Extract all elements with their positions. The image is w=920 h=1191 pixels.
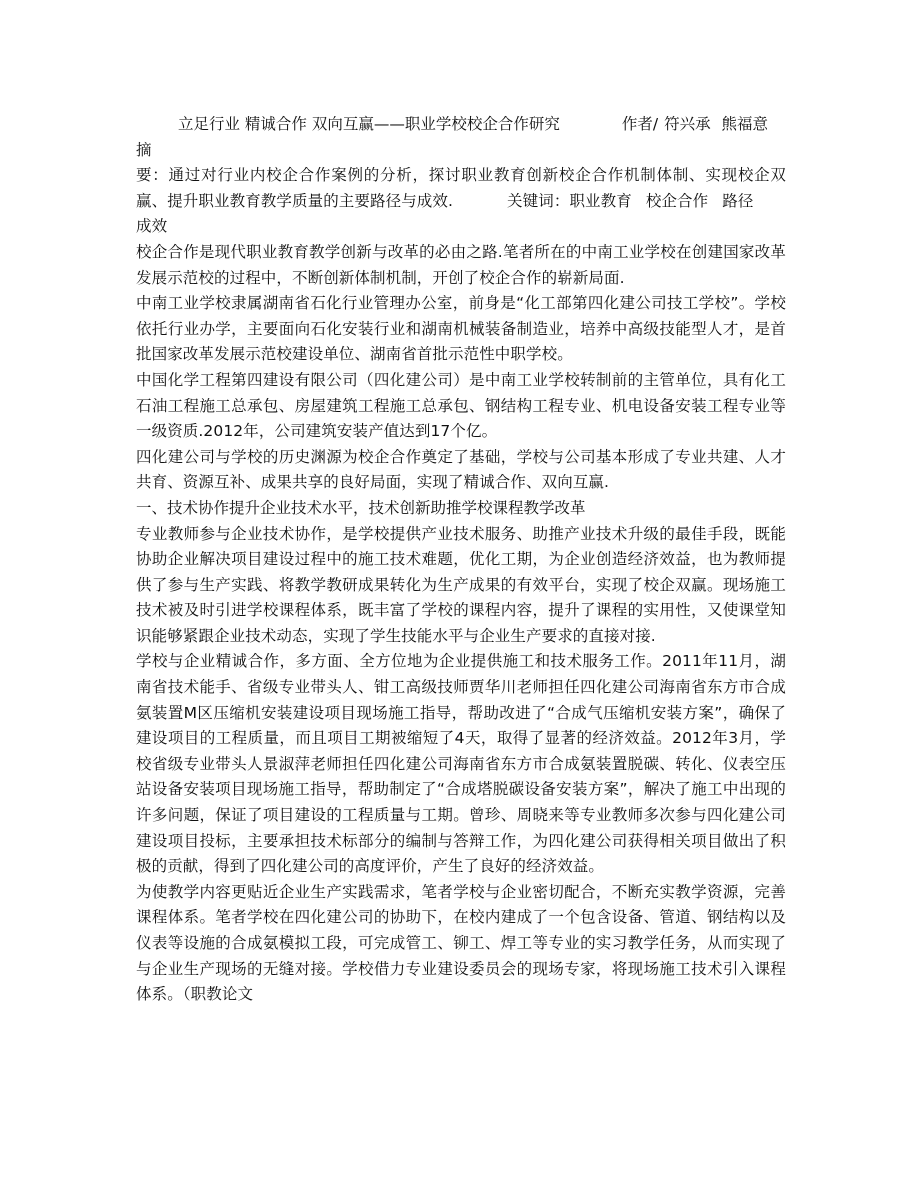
keyword: 成效 (136, 217, 168, 236)
body-paragraph: 校企合作是现代职业教育教学创新与改革的必由之路.笔者所在的中南工业学校在创建国家改革发展示范校的过程中，不断创新体制机制，开创了校企合作的崭新局面. (136, 242, 786, 287)
author-names: 符兴承 熊福意 (664, 115, 769, 133)
section-heading: 一、技术协作提升企业技术水平，技术创新助推学校课程教学改革 (136, 498, 586, 517)
keyword: 路径 (722, 191, 754, 210)
article-title: 立足行业 精诚合作 双向互赢——职业学校校企合作研究 (178, 115, 560, 133)
body-paragraph: 专业教师参与企业技术协作，是学校提供产业技术服务、助推产业技术升级的最佳手段，既能协助企业解决项目建设过程中的施工技术难题，优化工期，为企业创造经济效益，也为教师提供了参与生产实践、将教学教研成果转化为生产成果的有效平台，实现了校企双赢。现场施工技术被及时引进学校课程体系，既丰富了学校的课程内容，提升了课程的实用性，又使课堂知识能够紧跟企业技术动态，实现了学生技能水平与企业生产要求的直接对接. (136, 524, 786, 645)
body-paragraph: 为使教学内容更贴近企业生产实践需求，笔者学校与企业密切配合，不断充实教学资源，完善课程体系。笔者学校在四化建公司的协助下，在校内建成了一个包含设备、管道、钢结构以及仪表等设施的合成氨模拟工段，可完成管工、铆工、焊工等专业的实习教学任务，从而实现了与企业生产现场的无缝对接。学校借力专业建设委员会的现场专家，将现场施工技术引入课程体系。（职教论文 (136, 882, 786, 1004)
abstract-paragraph (136, 163, 786, 240)
body-paragraph: 学校与企业精诚合作，多方面、全方位地为企业提供施工和技术服务工作。2011年11月，湖南省技术能手、省级专业带头人、钳工高级技师贾华川老师担任四化建公司海南省东方市合成氨装置M区压缩机安装建设项目现场施工指导，帮助改进了“合成气压缩机安装方案”，确保了建设项目的工程质量，而且项目工期被缩短了4天，取得了显著的经济效益。2012年3月，学校省级专业带头人景淑萍老师担任四化建公司海南省东方市合成氨装置脱碳、转化、仪表空压站设备安装项目现场施工指导，帮助制定了“合成塔脱碳设备安装方案”，解决了施工中出现的许多问题，保证了项目建设的工程质量与工期。曾珍、周晓来等专业教师多次参与四化建公司建设项目投标，主要承担技术标部分的编制与答辩工作，为四化建公司获得相关项目做出了积极的贡献，得到了四化建公司的高度评价，产生了良好的经济效益。 (136, 652, 786, 876)
body-paragraph: 中国化学工程第四建设有限公司（四化建公司）是中南工业学校转制前的主管单位，具有化工石油工程施工总承包、房屋建筑工程施工总承包、钢结构工程专业、机电设备安装工程专业等一级资质.2012年，公司建筑安装产值达到17个亿。 (136, 370, 786, 441)
author-label: 作者/ (621, 115, 659, 133)
keywords-label: 关键词： (507, 191, 570, 210)
abstract-label: 摘 (136, 140, 152, 159)
keyword: 校企合作 (645, 191, 709, 210)
keyword: 职业教育 (569, 191, 632, 210)
body-paragraph: 中南工业学校隶属湖南省石化行业管理办公室，前身是“化工部第四化建公司技工学校”。学校依托行业办学，主要面向石化安装行业和湖南机械装备制造业，培养中高级技能型人才，是首批国家改革发展示范校建设单位、湖南省首批示范性中职学校。 (136, 294, 786, 364)
title-line (136, 112, 786, 138)
article-content (136, 112, 786, 1008)
abstract-text: 要：通过对行业内校企合作案例的分析，探讨职业教育创新校企合作机制体制、实现校企双赢、提升职业教育教学质量的主要路径与成效. (136, 166, 786, 210)
body-paragraph: 四化建公司与学校的历史渊源为校企合作奠定了基础，学校与公司基本形成了专业共建、人才共育、资源互补、成果共享的良好局面，实现了精诚合作、双向互赢. (136, 447, 786, 492)
